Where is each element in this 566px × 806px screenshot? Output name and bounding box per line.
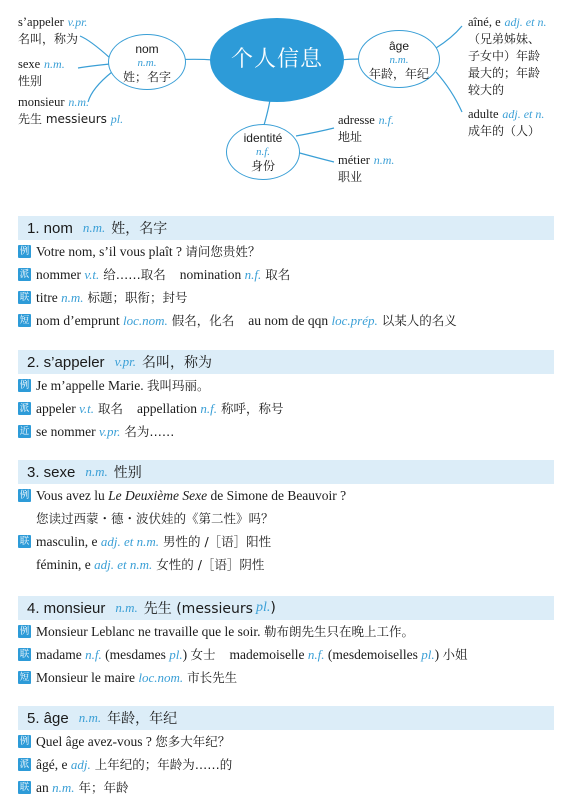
chinese-text: 您多大年纪？ bbox=[155, 734, 231, 749]
line-text bbox=[36, 666, 237, 690]
entry-meaning: 年龄，年纪 bbox=[107, 711, 178, 727]
entry-lines bbox=[18, 484, 554, 576]
leaf-adresse-zh: 地址 bbox=[338, 130, 363, 144]
entry-meaning: 名叫，称为 bbox=[142, 355, 212, 371]
entry-lines bbox=[18, 240, 554, 332]
part-of-speech: v.t. bbox=[84, 267, 100, 282]
part-of-speech: pl. bbox=[421, 647, 435, 662]
chinese-text: 您读过西蒙・德・波伏娃的《第二性》吗？ bbox=[36, 511, 274, 526]
french-text: féminin, e bbox=[36, 557, 95, 572]
node-identite-pos: n.f. bbox=[255, 146, 271, 158]
leaf-aine-zh3: 最大的；年龄 bbox=[468, 66, 541, 80]
entry-line bbox=[18, 776, 554, 799]
french-text: masculin, e bbox=[36, 534, 101, 549]
node-nom-pos: n.m. bbox=[137, 57, 157, 69]
entry-pos: n.m. bbox=[115, 600, 138, 615]
leaf-monsieur-pos2: pl. bbox=[110, 112, 124, 126]
french-text: titre bbox=[36, 290, 62, 305]
french-text: appellation bbox=[137, 401, 201, 416]
mind-map bbox=[0, 0, 566, 200]
entry-lines bbox=[18, 620, 554, 689]
french-text: nom d’emprunt bbox=[36, 313, 123, 328]
part-of-speech: adj. et n.m. bbox=[94, 557, 153, 572]
leaf-metier bbox=[338, 152, 394, 186]
line-text bbox=[36, 484, 346, 508]
leaf-sexe-pos: n.m. bbox=[44, 57, 65, 71]
entry-meaning: 性别 bbox=[113, 465, 142, 481]
node-age-pos: n.m. bbox=[389, 54, 409, 66]
chinese-text: 名为…… bbox=[120, 424, 175, 439]
french-text: nommer bbox=[36, 267, 85, 282]
part-of-speech: loc.nom. bbox=[138, 670, 184, 685]
entry-nom bbox=[18, 216, 554, 332]
line-text bbox=[36, 374, 209, 398]
entry-age bbox=[18, 706, 554, 799]
leaf-adresse-pos: n.f. bbox=[378, 113, 394, 127]
entry-header bbox=[18, 706, 554, 730]
entry-meaning-close: ) bbox=[270, 600, 276, 616]
node-age-word: âge bbox=[388, 39, 410, 53]
entry-headword: 4. monsieur bbox=[27, 599, 106, 617]
french-text: madame bbox=[36, 647, 86, 662]
chinese-text: 标题；职衔；封号 bbox=[83, 290, 188, 305]
entry-line bbox=[18, 484, 554, 507]
line-text bbox=[36, 776, 129, 800]
entry-headword: 2. s’appeler bbox=[27, 353, 105, 371]
entry-headword: 1. nom bbox=[27, 219, 73, 237]
leaf-monsieur-zh: 先生 messieurs bbox=[18, 112, 107, 126]
part-of-speech: pl. bbox=[169, 647, 183, 662]
chinese-text: 上年纪的；年龄为……的 bbox=[90, 757, 233, 772]
line-text bbox=[36, 309, 457, 333]
entry-line bbox=[18, 530, 554, 553]
node-nom bbox=[108, 34, 186, 90]
entry-line bbox=[18, 753, 554, 776]
leaf-aine-zh2: 子女中）年龄 bbox=[468, 49, 541, 63]
derived-tag: 派 bbox=[19, 269, 30, 280]
leaf-aine-pos: adj. et n. bbox=[504, 15, 547, 29]
chinese-text: 以某人的名义 bbox=[377, 313, 457, 328]
leaf-aine-zh4: 较大的 bbox=[468, 83, 505, 97]
entry-line bbox=[18, 309, 554, 332]
chinese-text: 女性的 /［语］阴性 bbox=[152, 557, 265, 572]
line-text bbox=[36, 620, 414, 644]
entry-line-continued bbox=[18, 507, 554, 530]
chinese-text: 称呼，称号 bbox=[217, 401, 284, 416]
chinese-text: 给……取名 bbox=[99, 267, 166, 282]
entry-pos: n.m. bbox=[82, 220, 106, 235]
french-text: Quel âge avez-vous ? bbox=[36, 734, 156, 749]
entry-header bbox=[18, 596, 554, 620]
example-tag: 例 bbox=[19, 246, 30, 257]
entry-line bbox=[18, 397, 554, 420]
related-tag: 联 bbox=[19, 782, 30, 793]
french-text: Le Deuxième Sexe bbox=[108, 488, 208, 503]
leaf-adresse bbox=[338, 112, 394, 146]
part-of-speech: n.f. bbox=[85, 647, 102, 662]
french-text: ) bbox=[434, 647, 443, 662]
leaf-aine-zh1: （兄弟姊妹、 bbox=[468, 32, 541, 46]
entry-meaning: 先生 (messieurs bbox=[143, 601, 253, 617]
entry-line-continued bbox=[18, 553, 554, 576]
french-text: (mesdemoiselles bbox=[324, 647, 422, 662]
entry-lines bbox=[18, 730, 554, 799]
chinese-text: 取名 bbox=[94, 401, 124, 416]
part-of-speech: v.pr. bbox=[99, 424, 121, 439]
line-text bbox=[36, 730, 230, 754]
node-identite-zh: 身份 bbox=[250, 159, 275, 173]
derived-tag: 派 bbox=[19, 403, 30, 414]
entry-line bbox=[18, 730, 554, 753]
related-tag: 联 bbox=[19, 649, 30, 660]
synonym-tag: 近 bbox=[19, 426, 30, 437]
part-of-speech: v.t. bbox=[79, 401, 95, 416]
node-age-zh: 年龄，年纪 bbox=[368, 67, 429, 81]
chinese-text: 取名 bbox=[261, 267, 291, 282]
leaf-sexe-fr: sexe bbox=[18, 57, 41, 71]
leaf-metier-zh: 职业 bbox=[338, 170, 363, 184]
example-tag: 例 bbox=[19, 736, 30, 747]
french-text: Monsieur le maire bbox=[36, 670, 139, 685]
related-tag: 联 bbox=[19, 292, 30, 303]
entry-line bbox=[18, 240, 554, 263]
part-of-speech: n.f. bbox=[244, 267, 262, 282]
node-age bbox=[358, 30, 440, 88]
french-text: Je m’appelle Marie. bbox=[36, 378, 147, 393]
chinese-text: 女士 bbox=[190, 647, 216, 662]
french-text: an bbox=[36, 780, 53, 795]
entry-line bbox=[18, 666, 554, 689]
leaf-sappeler-pos: v.pr. bbox=[67, 15, 88, 29]
node-identite-word: identité bbox=[243, 131, 283, 145]
line-text bbox=[36, 420, 174, 444]
leaf-sappeler-fr: s’appeler bbox=[18, 15, 64, 29]
part-of-speech: n.f. bbox=[200, 401, 217, 416]
entry-pos: n.m. bbox=[78, 710, 102, 725]
french-text: (mesdames bbox=[101, 647, 170, 662]
chinese-text: 假名，化名 bbox=[167, 313, 235, 328]
entry-header bbox=[18, 460, 554, 484]
french-text: Votre nom, s’il vous plaît ? bbox=[36, 244, 186, 259]
leaf-aine bbox=[468, 14, 546, 99]
line-text bbox=[36, 507, 274, 531]
chinese-text: 勒布朗先生只在晚上工作。 bbox=[263, 624, 414, 639]
entry-monsieur bbox=[18, 596, 554, 689]
leaf-aine-fr: aîné, e bbox=[468, 15, 501, 29]
entry-headword: 5. âge bbox=[27, 709, 69, 727]
french-text: appeler bbox=[36, 401, 80, 416]
leaf-adresse-fr: adresse bbox=[338, 113, 375, 127]
entry-sexe bbox=[18, 460, 554, 576]
french-text: Monsieur Leblanc ne travaille que le soir. bbox=[36, 624, 264, 639]
entry-line bbox=[18, 643, 554, 666]
part-of-speech: loc.nom. bbox=[123, 313, 168, 328]
example-tag: 例 bbox=[19, 490, 30, 501]
line-text bbox=[36, 753, 232, 777]
line-text bbox=[36, 643, 467, 667]
french-text: au nom de qqn bbox=[248, 313, 332, 328]
leaf-adulte-zh: 成年的（人） bbox=[468, 124, 541, 138]
node-nom-zh: 姓；名字 bbox=[122, 70, 171, 84]
leaf-sexe-zh: 性别 bbox=[18, 74, 43, 88]
entry-sappeler bbox=[18, 350, 554, 443]
chinese-text: 市长先生 bbox=[183, 670, 238, 685]
part-of-speech: adj. bbox=[70, 757, 91, 772]
leaf-adulte-pos: adj. et n. bbox=[502, 107, 545, 121]
french-text: de Simone de Beauvoir ? bbox=[207, 488, 347, 503]
leaf-metier-fr: métier bbox=[338, 153, 370, 167]
example-tag: 例 bbox=[19, 626, 30, 637]
french-text: ) bbox=[182, 647, 191, 662]
entry-line bbox=[18, 420, 554, 443]
phrase-tag: 短 bbox=[19, 315, 30, 326]
leaf-metier-pos: n.m. bbox=[373, 153, 395, 167]
leaf-monsieur-fr: monsieur bbox=[18, 95, 65, 109]
leaf-sappeler-zh: 名叫，称为 bbox=[18, 32, 79, 46]
example-tag: 例 bbox=[19, 380, 30, 391]
node-nom-word: nom bbox=[135, 42, 159, 56]
leaf-sexe bbox=[18, 56, 65, 90]
part-of-speech: loc.prép. bbox=[331, 313, 378, 328]
entry-line bbox=[18, 286, 554, 309]
related-tag: 联 bbox=[19, 536, 30, 547]
part-of-speech: n.f. bbox=[307, 647, 325, 662]
line-text bbox=[36, 397, 283, 421]
entry-header bbox=[18, 216, 554, 240]
mind-map-center: 个人信息 bbox=[210, 18, 344, 102]
chinese-text: 请问您贵姓？ bbox=[185, 244, 261, 259]
leaf-monsieur bbox=[18, 94, 123, 128]
leaf-adulte bbox=[468, 106, 544, 140]
derived-tag: 派 bbox=[19, 759, 30, 770]
leaf-sappeler bbox=[18, 14, 87, 48]
entry-header bbox=[18, 350, 554, 374]
line-text bbox=[36, 530, 271, 554]
chinese-text: 小姐 bbox=[442, 647, 468, 662]
entry-line bbox=[18, 263, 554, 286]
french-text: âgé, e bbox=[36, 757, 71, 772]
french-text: mademoiselle bbox=[229, 647, 308, 662]
part-of-speech: n.m. bbox=[61, 290, 84, 305]
line-text bbox=[36, 263, 290, 287]
chinese-text: 年；年龄 bbox=[74, 780, 129, 795]
entry-line bbox=[18, 374, 554, 397]
leaf-adulte-fr: adulte bbox=[468, 107, 499, 121]
line-text bbox=[36, 286, 188, 310]
entry-headword: 3. sexe bbox=[27, 463, 76, 481]
chinese-text: 男性的 /［语］阳性 bbox=[159, 534, 272, 549]
french-text: Vous avez lu bbox=[36, 488, 109, 503]
phrase-tag: 短 bbox=[19, 672, 30, 683]
part-of-speech: adj. et n.m. bbox=[100, 534, 159, 549]
chinese-text: 我叫玛丽。 bbox=[146, 378, 210, 393]
entry-meaning: 姓，名字 bbox=[111, 221, 168, 237]
entry-pos: n.m. bbox=[85, 464, 108, 479]
entry-pos: v.pr. bbox=[114, 354, 136, 369]
node-identite bbox=[226, 124, 300, 180]
entry-meaning-pos: pl. bbox=[255, 600, 271, 615]
french-text: se nommer bbox=[36, 424, 99, 439]
french-text: nomination bbox=[179, 267, 245, 282]
part-of-speech: n.m. bbox=[52, 780, 75, 795]
leaf-monsieur-pos: n.m. bbox=[68, 95, 90, 109]
line-text bbox=[36, 553, 264, 577]
entry-line bbox=[18, 620, 554, 643]
entry-lines bbox=[18, 374, 554, 443]
line-text bbox=[36, 240, 260, 264]
